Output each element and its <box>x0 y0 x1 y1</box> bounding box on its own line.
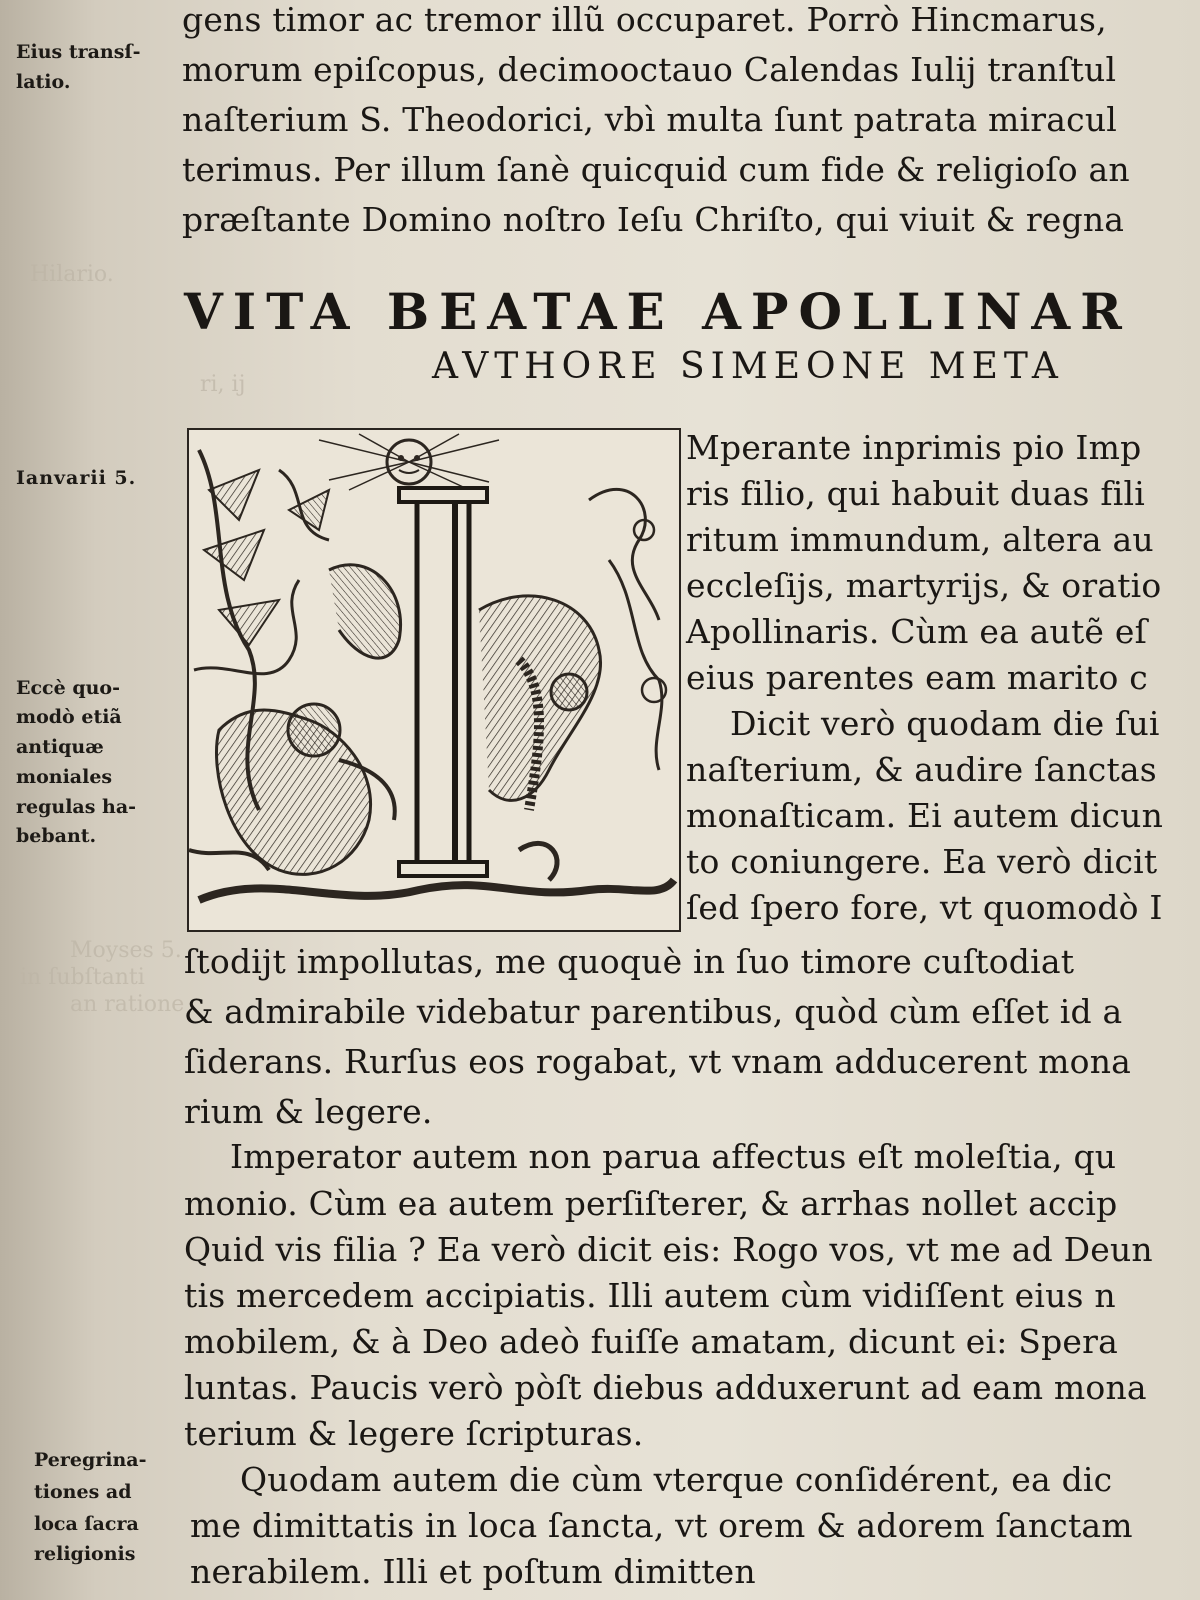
margin-note: Peregrina- <box>34 1449 147 1471</box>
margin-note: bebant. <box>16 825 97 847</box>
text-line: Quodam autem die cùm vterque conſidérent, ea dic <box>240 1460 1113 1499</box>
text-line: terium & legere ſcripturas. <box>184 1414 644 1453</box>
text-line: eccleſijs, martyrijs, & oratio <box>686 566 1162 605</box>
margin-note: antiquæ <box>16 736 104 758</box>
chapter-title: VITA BEATAE APOLLINAR <box>184 282 1132 341</box>
text-line: ſtodijt impollutas, me quoquè in ſuo timore cuſtodiat <box>184 942 1075 981</box>
ghost-note: in ſubſtanti <box>20 965 145 990</box>
text-line: rium & legere. <box>184 1092 433 1131</box>
text-line: eius parentes eam marito c <box>686 658 1148 697</box>
ghost-note: ri, ij <box>200 372 246 397</box>
text-line: ſed ſpero fore, vt quomodò I <box>686 888 1163 927</box>
text-line: to coniungere. Ea verò dicit <box>686 842 1158 881</box>
text-line: luntas. Paucis verò pòſt diebus adduxerunt ad eam mona <box>184 1368 1147 1407</box>
ghost-note: an ratione <box>70 992 185 1017</box>
text-line: & admirabile videbatur parentibus, quòd cùm eſſet id a <box>184 992 1123 1031</box>
text-line: Quid vis filia ? Ea verò dicit eis: Rogo vos, vt me ad Deun <box>184 1230 1153 1269</box>
text-line: ſiderans. Rurſus eos rogabat, vt vnam adducerent mona <box>184 1042 1132 1081</box>
text-line: Dicit verò quodam die ſui <box>730 704 1160 743</box>
ghost-note: Moyses 5. <box>70 938 182 963</box>
margin-note: regulas ha- <box>16 796 137 818</box>
text-line: gens timor ac tremor illũ occuparet. Porrò Hincmarus, <box>182 0 1107 39</box>
text-line: Imperator autem non parua affectus eſt moleſtia, qu <box>230 1137 1117 1176</box>
chapter-subtitle: AVTHORE SIMEONE META <box>432 346 1064 387</box>
margin-note: loca ſacra <box>34 1513 139 1535</box>
initial-letter-text <box>189 430 679 930</box>
margin-note: latio. <box>16 71 71 93</box>
margin-note: modò etiã <box>16 706 122 728</box>
text-line: naſterium, & audire ſanctas <box>686 750 1157 789</box>
text-line: præſtante Domino noſtro Ieſu Chriſto, qui viuit & regna <box>182 200 1125 239</box>
margin-note: moniales <box>16 766 113 788</box>
margin-note: tiones ad <box>34 1481 132 1503</box>
text-line: monaſticam. Ei autem dicun <box>686 796 1164 835</box>
text-line: me dimittatis in loca ſancta, vt orem & adorem ſanctam <box>190 1506 1133 1545</box>
margin-note: Eccè quo- <box>16 677 120 699</box>
decorated-initial <box>187 428 681 932</box>
text-line: naſterium S. Theodorici, vbì multa ſunt patrata miracul <box>182 100 1118 139</box>
text-line: tis mercedem accipiatis. Illi autem cùm vidiſſent eius n <box>184 1276 1116 1315</box>
text-line: Apollinaris. Cùm ea autẽ eſ <box>686 612 1147 651</box>
text-line: monio. Cùm ea autem perſiſterer, & arrhas nollet accip <box>184 1184 1118 1223</box>
text-line: Mperante inprimis pio Imp <box>686 428 1142 467</box>
text-line: ris filio, qui habuit duas fili <box>686 474 1146 513</box>
text-line: nerabilem. Illi et poſtum dimitten <box>190 1552 756 1591</box>
margin-note: Eius transſ- <box>16 41 141 63</box>
text-line: mobilem, & à Deo adeò fuiſſe amatam, dicunt ei: Spera <box>184 1322 1118 1361</box>
ghost-note: Hilario. <box>30 262 114 287</box>
text-line: ritum immundum, altera au <box>686 520 1154 559</box>
text-line: morum epiſcopus, decimooctauo Calendas Iulij tranſtul <box>182 50 1117 89</box>
margin-note: religionis <box>34 1543 136 1565</box>
text-line: terimus. Per illum ſanè quicquid cum fide & religioſo an <box>182 150 1130 189</box>
margin-note: Ianvarii 5. <box>16 467 137 489</box>
